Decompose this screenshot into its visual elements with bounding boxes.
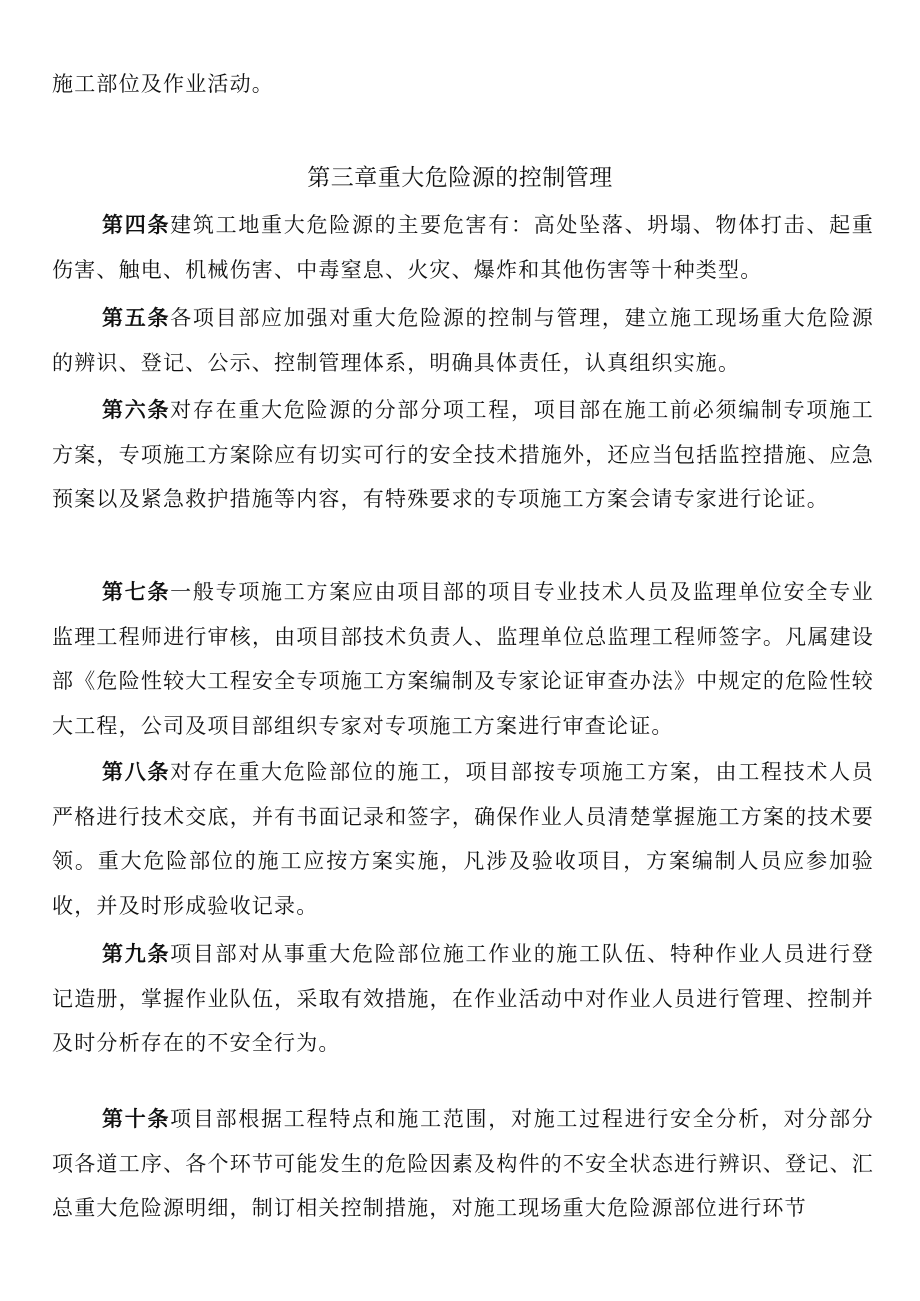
article-label: 第四条	[102, 213, 171, 237]
article-text: 建筑工地重大危险源的主要危害有：高处坠落、坍塌、物体打击、起重伤害、触电、机械伤害、中毒窒息、火灾、爆炸和其他伤害等十种类型。	[52, 213, 874, 282]
article-paragraph	[52, 203, 874, 292]
article-paragraph	[52, 388, 874, 522]
article-paragraph	[52, 1097, 874, 1231]
article-label: 第七条	[102, 580, 171, 604]
article-text: 一般专项施工方案应由项目部的项目专业技术人员及监理单位安全专业监理工程师进行审核，由项目部技术负责人、监理单位总监理工程师签字。凡属建设部《危险性较大工程安全专项施工方案编制及专家论证审查办法》中规定的危险性较大工程，公司及项目部组织专家对专项施工方案进行审查论证。	[52, 580, 874, 738]
article-paragraph	[52, 750, 874, 928]
article-text: 各项目部应加强对重大危险源的控制与管理，建立施工现场重大危险源的辨识、登记、公示、控制管理体系，明确具体责任，认真组织实施。	[52, 306, 874, 375]
article-text: 项目部对从事重大危险部位施工作业的施工队伍、特种作业人员进行登记造册，掌握作业队伍，采取有效措施，在作业活动中对作业人员进行管理、控制并及时分析存在的不安全行为。	[52, 942, 874, 1055]
chapter-title: 第三章重大危险源的控制管理	[307, 165, 613, 191]
article-label: 第十条	[102, 1107, 171, 1131]
continuation-paragraph: 施工部位及作业活动。	[52, 72, 274, 96]
article-paragraph	[52, 296, 874, 385]
article-text: 对存在重大危险源的分部分项工程，项目部在施工前必须编制专项施工方案，专项施工方案除应有切实可行的安全技术措施外，还应当包括监控措施、应急预案以及紧急救护措施等内容，有特殊要求的专项施工方案会请专家进行论证。	[52, 398, 874, 511]
article-label: 第九条	[102, 942, 171, 966]
article-text: 对存在重大危险部位的施工，项目部按专项施工方案，由工程技术人员严格进行技术交底，并有书面记录和签字，确保作业人员清楚掌握施工方案的技术要领。重大危险部位的施工应按方案实施，凡涉及验收项目，方案编制人员应参加验收，并及时形成验收记录。	[52, 760, 874, 918]
article-label: 第八条	[102, 760, 171, 784]
article-paragraph	[52, 570, 874, 748]
article-label: 第六条	[102, 398, 171, 422]
article-label: 第五条	[102, 306, 171, 330]
article-text: 项目部根据工程特点和施工范围，对施工过程进行安全分析，对分部分项各道工序、各个环节可能发生的危险因素及构件的不安全状态进行辨识、登记、汇总重大危险源明细，制订相关控制措施，对施工现场重大危险源部位进行环节	[52, 1107, 874, 1220]
article-paragraph	[52, 932, 874, 1066]
